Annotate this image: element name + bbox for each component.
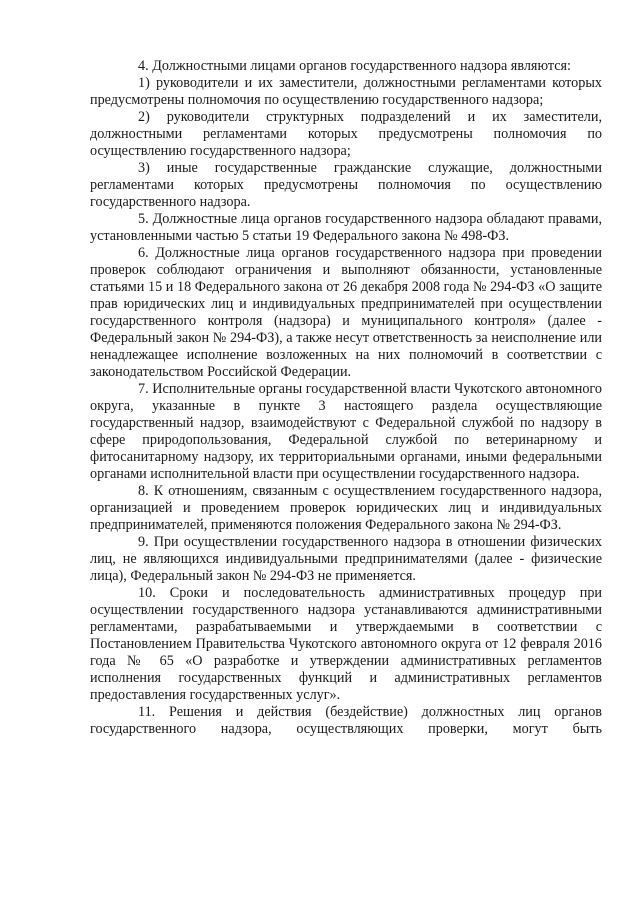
paragraph-4-item-1: 1) руководители и их заместители, должностными регламентами которых предусмотрены полномочия по осуществлению государственного надзора; bbox=[90, 75, 602, 108]
paragraph-4: 4. Должностными лицами органов государственного надзора являются: bbox=[138, 58, 572, 74]
paragraph-5: 5. Должностные лица органов государственного надзора обладают правами, установленными частью 5 статьи 19 Федерального закона № 498-ФЗ. bbox=[90, 211, 602, 244]
paragraph-11: 11. Решения и действия (бездействие) должностных лиц органов государственного надзора, осуществляющих проверки, могут быть bbox=[90, 704, 602, 737]
paragraph-4-item-3: 3) иные государственные гражданские служащие, должностными регламентами которых предусмотрены полномочия по осуществлению государственного надзора. bbox=[90, 160, 602, 210]
paragraph-8: 8. К отношениям, связанным с осуществлением государственного надзора, организацией и проведением проверок юридических лиц и индивидуальных предпринимателей, применяются положения Федерального закона № 294-ФЗ. bbox=[90, 483, 602, 533]
paragraph-7: 7. Исполнительные органы государственной власти Чукотского автономного округа, указанные в пункте 3 настоящего раздела осуществляющие государственный надзор, взаимодействуют с Федеральной службой по надзору в сфере природопользования, Федеральной службой по ветеринарному и фитосанитарному надзору, их территориальными органами, иными федеральными органами исполнительной власти при осуществлении государственного надзора. bbox=[90, 381, 602, 482]
document-page bbox=[90, 58, 602, 738]
paragraph-6: 6. Должностные лица органов государственного надзора при проведении проверок соблюдают ограничения и выполняют обязанности, установленные статьями 15 и 18 Федерального закона от 26 декабря 2008 года № 294-ФЗ «О защите прав юридических лиц и индивидуальных предпринимателей при осуществлении государственного контроля (надзора) и муниципального контроля» (далее - Федеральный закон № 294-ФЗ), а также несут ответственность за неисполнение или ненадлежащее исполнение возложенных на них полномочий в соответствии с законодательством Российской Федерации. bbox=[90, 245, 602, 380]
paragraph-10: 10. Сроки и последовательность административных процедур при осуществлении государственного надзора устанавливаются административными регламентами, разрабатываемыми и утверждаемыми в соответствии с Постановлением Правительства Чукотского автономного округа от 12 февраля 2016 года № 65 «О разработке и утверждении административных регламентов исполнения государственных функций и административных регламентов предоставления государственных услуг». bbox=[90, 585, 602, 703]
paragraph-9: 9. При осуществлении государственного надзора в отношении физических лиц, не являющихся индивидуальными предпринимателями (далее - физические лица), Федеральный закон № 294-ФЗ не применяется. bbox=[90, 534, 602, 584]
paragraph-4-item-2: 2) руководители структурных подразделений и их заместители, должностными регламентами которых предусмотрены полномочия по осуществлению государственного надзора; bbox=[90, 109, 602, 159]
